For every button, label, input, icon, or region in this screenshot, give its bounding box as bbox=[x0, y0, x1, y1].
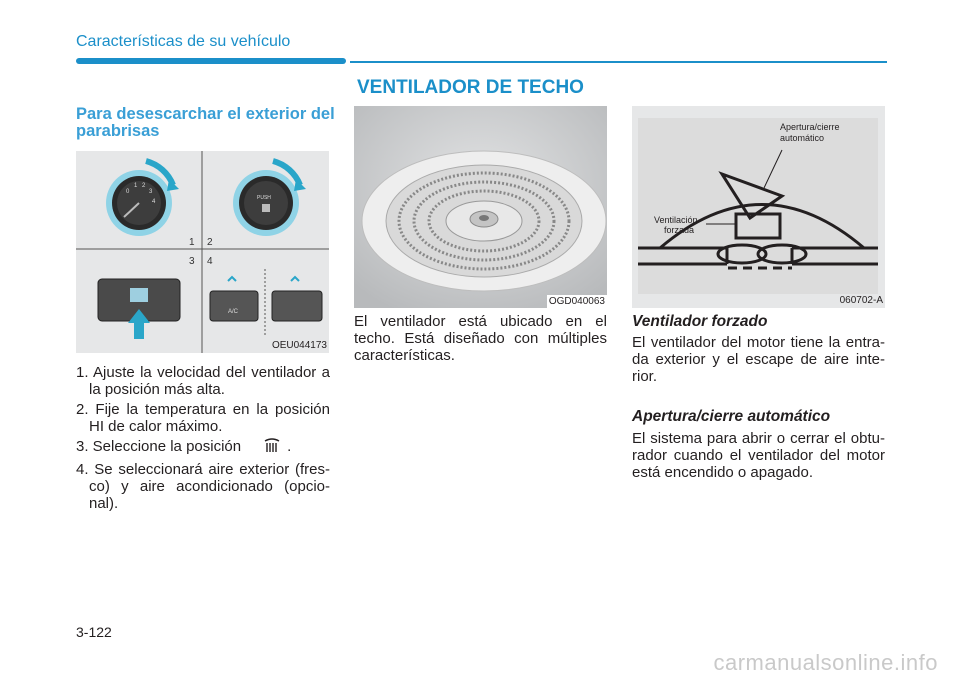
roof-fan-illustration bbox=[354, 106, 607, 308]
push-label: PUSH bbox=[257, 195, 271, 201]
knob-number-2: 2 bbox=[142, 183, 146, 189]
step-2: 2. Fije la temperatura en la posición HI de calor máximo. bbox=[76, 401, 330, 435]
watermark: carmanualsonline.info bbox=[713, 650, 938, 675]
fan-modes-illustration bbox=[632, 106, 885, 308]
ac-label: A/C bbox=[228, 309, 239, 315]
fig-num-4: 4 bbox=[207, 256, 213, 267]
step-3-text: 3. Seleccione la posición bbox=[76, 438, 242, 455]
section-title: VENTILADOR DE TECHO bbox=[357, 77, 584, 98]
defrost-symbol-icon bbox=[263, 438, 283, 458]
climate-controls-figure bbox=[76, 151, 329, 353]
fig-num-2: 2 bbox=[207, 237, 213, 248]
knob-number-3: 3 bbox=[149, 189, 153, 195]
auto-open-close-paragraph: El sistema para abrir o cerrar el obtu-rador cuando el ventilador del motor está encendido o apagado. bbox=[632, 430, 885, 481]
step-1: 1. Ajuste la velocidad del ventilador a la posición más alta. bbox=[76, 364, 330, 398]
forced-fan-paragraph: El ventilador del motor tiene la entra-da exterior y el escape de aire inte-rior. bbox=[632, 334, 885, 385]
forced-fan-heading: Ventilador forzado bbox=[632, 313, 768, 330]
defrost-steps bbox=[76, 364, 330, 515]
step-4: 4. Se seleccionará aire exterior (fres-co) y aire acondicionado (opcio-nal). bbox=[76, 461, 330, 512]
page-number: 3-122 bbox=[76, 624, 112, 640]
page-header-title: Características de su vehículo bbox=[76, 33, 291, 50]
roof-fan-photo bbox=[354, 106, 607, 308]
fig-num-1: 1 bbox=[189, 237, 195, 248]
label-auto-line1: Apertura/cierre bbox=[780, 122, 840, 132]
defrost-heading: Para desescarchar el exterior del parabrisas bbox=[76, 105, 335, 140]
step-3 bbox=[76, 438, 330, 458]
knob-number-0: 0 bbox=[126, 189, 130, 195]
header-accent-bar bbox=[76, 58, 346, 64]
label-auto-line2: automático bbox=[780, 133, 825, 143]
label-forced-line1: Ventilación bbox=[654, 215, 698, 225]
fan-modes-diagram bbox=[632, 106, 885, 308]
label-forced-line2: forzada bbox=[664, 225, 695, 235]
header-rule bbox=[350, 61, 887, 63]
figure-caption: 060702-A bbox=[839, 295, 883, 306]
figure-caption: OGD040063 bbox=[548, 296, 605, 307]
auto-open-close-heading: Apertura/cierre automático bbox=[632, 408, 831, 425]
knob-number-4: 4 bbox=[152, 199, 156, 205]
figure-caption: OEU044173 bbox=[271, 340, 327, 351]
fig-num-3: 3 bbox=[189, 256, 195, 267]
roof-fan-paragraph: El ventilador está ubicado en el techo. Está diseñado con múltiples características. bbox=[354, 313, 607, 364]
climate-controls-illustration bbox=[76, 151, 329, 353]
knob-number-1: 1 bbox=[134, 183, 138, 189]
step-3-end: . bbox=[287, 438, 292, 455]
